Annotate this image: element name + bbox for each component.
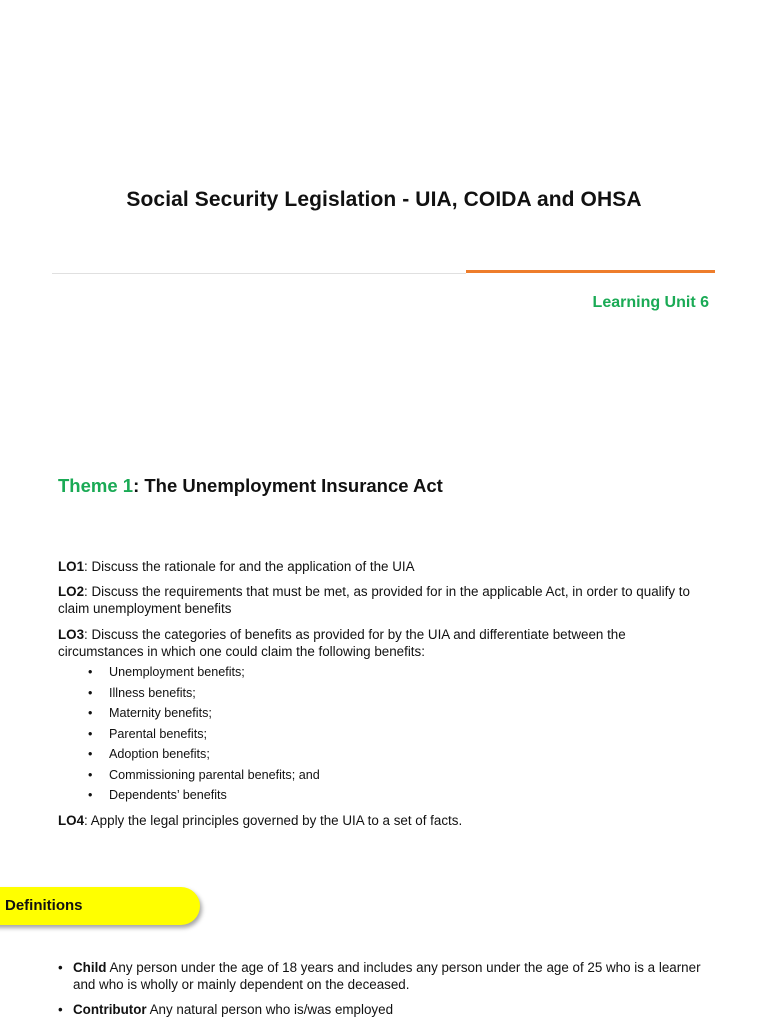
- definitions-banner: [0, 887, 200, 925]
- benefit-label: Illness benefits;: [109, 685, 196, 700]
- definition-text: Any person under the age of 18 years and includes any person under the age of 25 who is a learner and who is wholly or mainly dependent on the deceased.: [73, 960, 701, 992]
- definition-text: Any natural person who is/was employed: [146, 1002, 394, 1017]
- benefit-label: Commissioning parental benefits; and: [109, 767, 320, 782]
- list-item: [88, 664, 320, 685]
- bullet-icon: •: [88, 665, 93, 679]
- bullet-icon: •: [58, 1002, 63, 1017]
- bullet-icon: •: [58, 960, 63, 975]
- learning-outcome-1: [58, 558, 708, 575]
- bullet-icon: •: [88, 685, 93, 700]
- learning-outcome-3: [58, 626, 708, 660]
- list-item: [88, 767, 320, 788]
- list-item: [88, 685, 320, 706]
- bullet-icon: •: [88, 726, 93, 741]
- definition-item: [58, 959, 708, 993]
- lo1-code: LO1: [58, 559, 85, 574]
- benefit-label: Parental benefits;: [109, 726, 208, 741]
- bullet-icon: •: [88, 747, 93, 761]
- benefit-label: Maternity benefits;: [109, 706, 212, 720]
- bullet-icon: •: [88, 706, 93, 720]
- benefit-label: Dependents’ benefits: [109, 788, 227, 802]
- bullet-icon: •: [88, 767, 93, 782]
- lo2-text: : Discuss the requirements that must be met, as provided for in the applicable Act, in order to qualify to claim unemployment benefits: [58, 584, 690, 616]
- divider-orange: [466, 270, 715, 273]
- learning-outcome-2: [58, 583, 708, 617]
- definitions-heading: Definitions: [5, 897, 83, 914]
- theme-heading: [58, 475, 443, 497]
- list-item: [88, 787, 320, 808]
- lo3-text: : Discuss the categories of benefits as provided for by the UIA and differentiate between the circumstances in which one could claim the following benefits:: [58, 627, 626, 659]
- bullet-icon: •: [88, 788, 93, 802]
- definition-term: Contributor: [73, 1002, 147, 1017]
- lo1-text: : Discuss the rationale for and the application of the UIA: [84, 559, 415, 574]
- definitions-list: [58, 959, 708, 1026]
- list-item: [88, 726, 320, 747]
- learning-outcome-4: [58, 812, 708, 829]
- lo4-code: LO4: [58, 813, 85, 828]
- learning-unit-label: Learning Unit 6: [592, 294, 709, 311]
- lo4-text: : Apply the legal principles governed by the UIA to a set of facts.: [84, 813, 463, 828]
- benefit-label: Adoption benefits;: [109, 747, 210, 761]
- definition-term: Child: [73, 960, 107, 975]
- lo2-code: LO2: [58, 584, 85, 599]
- divider-grey: [52, 273, 466, 274]
- list-item: [88, 746, 320, 767]
- page-title: Social Security Legislation - UIA, COIDA and OHSA: [126, 188, 642, 211]
- theme-number: Theme 1: [58, 475, 134, 496]
- definition-item: [58, 1001, 708, 1018]
- theme-title: : The Unemployment Insurance Act: [133, 475, 443, 496]
- benefits-list: [88, 664, 320, 808]
- list-item: [88, 705, 320, 726]
- lo3-code: LO3: [58, 627, 85, 642]
- benefit-label: Unemployment benefits;: [109, 665, 245, 679]
